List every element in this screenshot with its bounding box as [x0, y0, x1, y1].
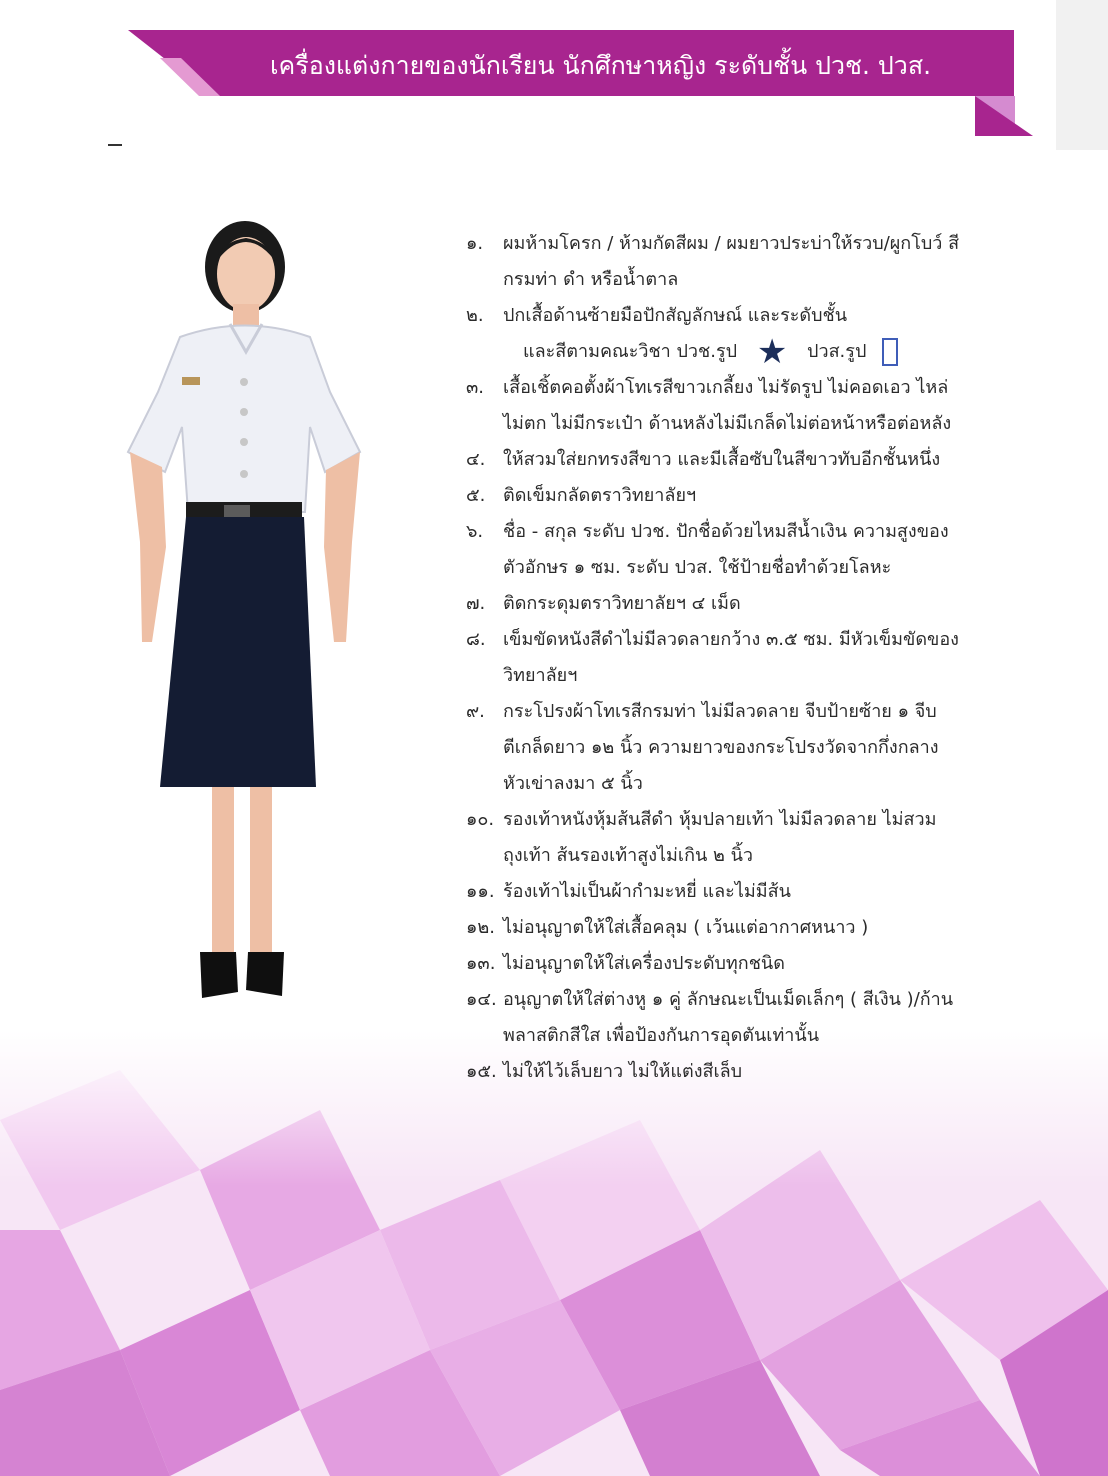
student-uniform-photo [120, 212, 370, 1007]
rule-number: ๓. [466, 377, 485, 398]
rule-line: ร้องเท้าไม่เป็นผ้ากำมะหยี่ และไม่มีส้น [503, 881, 791, 902]
rule-line: ชื่อ - สกุล ระดับ ปวช. ปักชื่อด้วยไหมสีน้ำเงิน ความสูงของ [503, 521, 949, 542]
rule-number: ๑. [466, 233, 484, 254]
rule-line: รองเท้าหนังหุ้มส้นสีดำ หุ้มปลายเท้า ไม่มีลวดลาย ไม่สวม [503, 809, 937, 830]
rule-item [466, 622, 986, 694]
rule-line: กรมท่า ดำ หรือน้ำตาล [503, 269, 679, 290]
rule-line: อนุญาตให้ใส่ต่างหู ๑ คู่ ลักษณะเป็นเม็ดเล็กๆ ( สีเงิน )/ก้าน [503, 989, 954, 1010]
rule-item [466, 874, 986, 910]
rule-line: เสื้อเชิ้ตคอตั้งผ้าโทเรสีขาวเกลี้ยง ไม่รัดรูป ไม่คอดเอว ไหล่ [503, 377, 949, 398]
rule-number: ๒. [466, 305, 484, 326]
rule-number: ๙. [466, 701, 485, 722]
rule-line: ไม่ให้ไว้เล็บยาว ไม่ให้แต่งสีเล็บ [503, 1061, 743, 1082]
rule-item [466, 478, 986, 514]
rule-line: ให้สวมใส่ยกทรงสีขาว และมีเสื้อซับในสีขาวทับอีกชั้นหนึ่ง [503, 449, 941, 470]
rule-item [466, 1054, 986, 1090]
rule-line: ผมห้ามโครก / ห้ามกัดสีผม / ผมยาวประบ่าให้รวบ/ผูกโบว์ สี [503, 233, 960, 254]
rule-line: พลาสติกสีใส เพื่อป้องกันการอุดตันเท่านั้น [503, 1025, 820, 1046]
rule-item [466, 802, 986, 874]
rule-item [466, 694, 986, 802]
square-icon [882, 338, 898, 366]
rule-item [466, 946, 986, 982]
rule-item [466, 226, 986, 298]
rule-item [466, 514, 986, 586]
rule-line: ติดกระดุมตราวิทยาลัยฯ ๔ เม็ด [503, 593, 741, 614]
rule-line: หัวเข่าลงมา ๕ นิ้ว [503, 773, 643, 794]
rule-number: ๖. [466, 521, 484, 542]
rule-line: ไม่อนุญาตให้ใส่เสื้อคลุม ( เว้นแต่อากาศหนาว ) [503, 917, 869, 938]
rule-number: ๑๓. [466, 953, 496, 974]
rule-line: ถุงเท้า ส้นรองเท้าสูงไม่เกิน ๒ นิ้ว [503, 845, 753, 866]
star-icon: ★ [756, 332, 788, 372]
rule-line: เข็มขัดหนังสีดำไม่มีลวดลายกว้าง ๓.๕ ซม. มีหัวเข็มขัดของ [503, 629, 959, 650]
rule-number: ๔. [466, 449, 486, 470]
rule-item [466, 982, 986, 1054]
rule-item [466, 298, 986, 370]
rule-item [466, 586, 986, 622]
uniform-rules-list [466, 226, 986, 1090]
rule-line: ปกเสื้อด้านซ้ายมือปักสัญลักษณ์ และระดับชั้น [503, 305, 848, 326]
rule-number: ๗. [466, 593, 486, 614]
rule-item [466, 910, 986, 946]
rule-number: ๕. [466, 485, 486, 506]
page-title: เครื่องแต่งกายของนักเรียน นักศึกษาหญิง ระดับชั้น ปวช. ปวส. [270, 51, 932, 80]
background-pattern [0, 1030, 1108, 1476]
rule-line: ติดเข็มกลัดตราวิทยาลัยฯ [503, 485, 697, 506]
rule-number: ๑๑. [466, 881, 495, 902]
rule-line: ไม่อนุญาตให้ใส่เครื่องประดับทุกชนิด [503, 953, 785, 974]
rule-number: ๑๔. [466, 989, 497, 1010]
rule-line: และสีตามคณะวิชา ปวช.รูป [523, 341, 738, 362]
rule-line-with-icons [503, 334, 986, 370]
rule-number: ๑๕. [466, 1061, 497, 1082]
rule-number: ๑๐. [466, 809, 495, 830]
rule-item [466, 370, 986, 442]
rule-line: ตีเกล็ดยาว ๑๒ นิ้ว ความยาวของกระโปรงวัดจากกึ่งกลาง [503, 737, 939, 758]
rule-item [466, 442, 986, 478]
rule-line: ปวส.รูป [807, 341, 867, 362]
rule-number: ๘. [466, 629, 486, 650]
rule-line: วิทยาลัยฯ [503, 665, 578, 686]
page-edge [1056, 0, 1108, 150]
rule-line: ตัวอักษร ๑ ซม. ระดับ ปวส. ใช้ป้ายชื่อทำด้วยโลหะ [503, 557, 892, 578]
divider [108, 144, 122, 146]
rule-line: ไม่ตก ไม่มีกระเป๋า ด้านหลังไม่มีเกล็ดไม่ต่อหน้าหรือต่อหลัง [503, 413, 952, 434]
rule-number: ๑๒. [466, 917, 496, 938]
rule-line: กระโปรงผ้าโทเรสีกรมท่า ไม่มีลวดลาย จีบป้ายซ้าย ๑ จีบ [503, 701, 937, 722]
